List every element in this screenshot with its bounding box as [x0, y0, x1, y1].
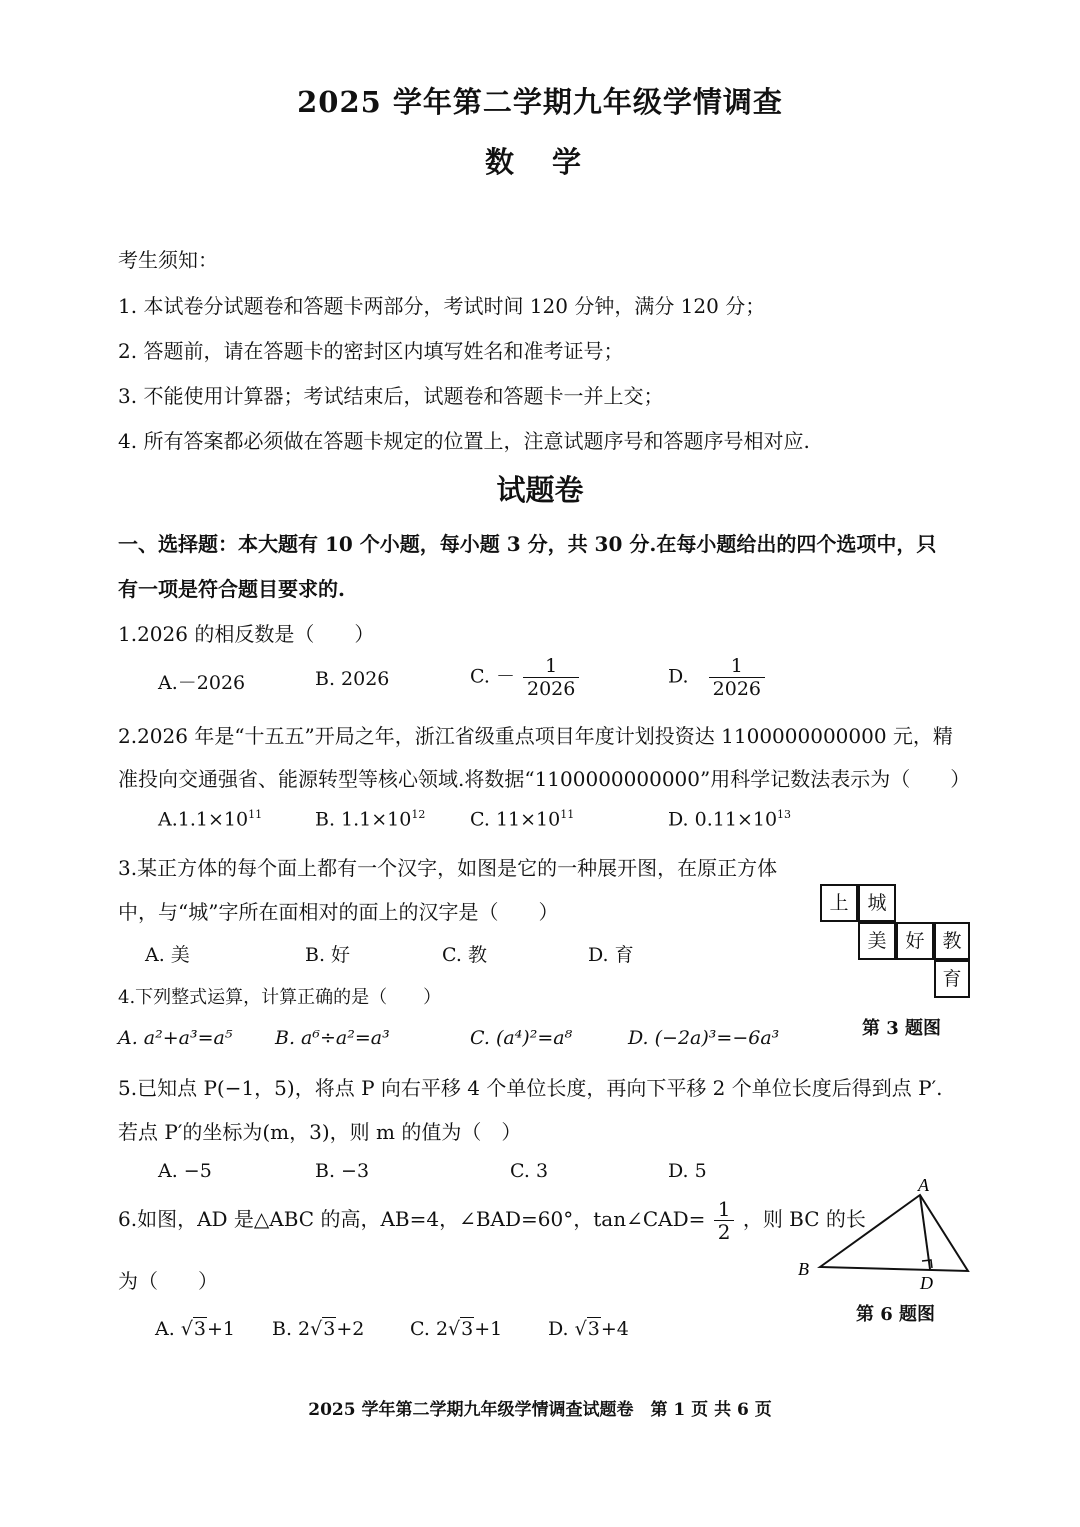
q6-stem-post: ，则 BC 的长 — [742, 1207, 866, 1231]
q5-stem-line2: 若点 P′的坐标为(m，3)，则 m 的值为（ ） — [118, 1120, 522, 1144]
q2-option-d — [668, 808, 791, 830]
q6-c-radicand: 3 — [461, 1318, 474, 1340]
q6-stem-line1 — [118, 1198, 866, 1243]
section1-instruction-line2: 有一项是符合题目要求的. — [118, 577, 345, 601]
q6-option-d — [548, 1318, 629, 1340]
net-cell-mei: 美 — [858, 922, 896, 960]
q6-c-sqrt: √3 — [448, 1318, 474, 1340]
q6-stem-line2: 为（ ） — [118, 1269, 218, 1293]
q2-b-base: B. 1.1×10 — [315, 808, 412, 831]
q6-frac-denominator: 2 — [717, 1220, 731, 1244]
section1-instruction-line1: 一、选择题：本大题有 10 个小题，每小题 3 分，共 30 分.在每小题给出的四个选项中，只 — [118, 532, 937, 556]
q6-a-suffix: +1 — [207, 1318, 236, 1340]
q1-option-d-fraction — [709, 655, 765, 700]
q1-c-denominator: 2026 — [527, 678, 576, 700]
q2-a-base: A.1.1×10 — [158, 808, 249, 831]
q6-c-prefix: C. 2 — [410, 1318, 449, 1340]
subject-title: 数 学 — [484, 145, 596, 179]
q5-option-d: D. 5 — [668, 1160, 707, 1182]
q2-stem-line1: 2.2026 年是“十五五”开局之年，浙江省级重点项目年度计划投资达 1100000000000 元，精 — [118, 724, 953, 748]
q6-c-suffix: +1 — [474, 1318, 503, 1340]
q2-d-exponent: 13 — [777, 808, 792, 821]
q6-figure-caption: 第 6 题图 — [856, 1304, 936, 1325]
q1-option-c-fraction — [523, 655, 579, 700]
q1-option-a: A.－2026 — [158, 672, 246, 694]
q3-stem-line2: 中，与“城”字所在面相对的面上的汉字是（ ） — [118, 900, 559, 924]
q6-b-sqrt: √3 — [310, 1318, 336, 1340]
q6-option-c — [410, 1318, 502, 1340]
q6-b-radicand: 3 — [323, 1318, 336, 1340]
q1-option-d-prefix: D. — [668, 665, 689, 688]
q6-d-sqrt: √3 — [574, 1318, 600, 1340]
q6-d-suffix: +4 — [600, 1318, 629, 1340]
q1-option-c — [470, 655, 581, 700]
q3-option-b: B. 好 — [305, 944, 351, 966]
vertex-label-d: D — [920, 1273, 933, 1293]
q5-stem-line1: 5.已知点 P(−1，5)，将点 P 向右平移 4 个单位长度，再向下平移 2 个单位长度后得到点 P′. — [118, 1076, 943, 1100]
net-cell-shang: 上 — [820, 884, 858, 922]
triangle-figure — [790, 1175, 990, 1305]
net-cell-jiao: 教 — [934, 922, 970, 960]
q4-option-b: B. a⁶÷a²=a³ — [275, 1027, 390, 1049]
q1-stem: 1.2026 的相反数是（ ） — [118, 622, 375, 646]
notice-item: 4. 所有答案都必须做在答题卡规定的位置上，注意试题序号和答题序号相对应. — [118, 429, 810, 453]
q2-c-base: C. 11×10 — [470, 808, 561, 831]
q6-a-radicand: 3 — [193, 1318, 207, 1340]
q6-d-radicand: 3 — [587, 1318, 600, 1340]
q6-stem-pre: 6.如图，AD 是△ABC 的高，AB=4，∠BAD=60°，tan∠CAD= — [118, 1207, 706, 1231]
q6-b-prefix: B. 2 — [272, 1318, 311, 1340]
q5-option-c: C. 3 — [510, 1160, 549, 1182]
q5-option-a: A. −5 — [158, 1160, 212, 1182]
q4-option-d: D. (−2a)³=−6a³ — [628, 1027, 780, 1049]
q2-a-exponent: 11 — [248, 808, 263, 821]
q1-d-denominator: 2026 — [712, 678, 762, 700]
triangle-abc — [820, 1195, 968, 1271]
q6-a-sqrt: √3 — [180, 1318, 207, 1340]
q3-option-d: D. 育 — [588, 944, 634, 966]
q1-option-c-prefix: C. － — [470, 665, 515, 688]
q3-stem-line1: 3.某正方体的每个面上都有一个汉字，如图是它的一种展开图，在原正方体 — [118, 856, 778, 880]
net-cell-cheng: 城 — [858, 884, 896, 922]
q1-d-numerator: 1 — [709, 655, 765, 678]
q1-option-b: B. 2026 — [315, 668, 390, 690]
q6-b-suffix: +2 — [336, 1318, 365, 1340]
q3-option-a: A. 美 — [145, 944, 190, 966]
q2-c-exponent: 11 — [560, 808, 575, 821]
q4-stem: 4.下列整式运算，计算正确的是（ ） — [118, 987, 442, 1008]
q3-figure-caption: 第 3 题图 — [862, 1018, 942, 1039]
notice-item: 3. 不能使用计算器；考试结束后，试题卷和答题卡一并上交； — [118, 384, 664, 408]
notice-heading: 考生须知： — [118, 248, 218, 272]
q6-d-prefix: D. — [548, 1318, 569, 1340]
q2-option-a — [158, 808, 262, 830]
q4-option-a: A. a²+a³=a⁵ — [118, 1027, 233, 1049]
vertex-label-a: A — [918, 1175, 929, 1195]
paper-title: 试题卷 — [496, 473, 584, 507]
q6-frac-numerator: 1 — [714, 1198, 735, 1221]
cube-net-figure — [820, 884, 980, 1004]
q2-stem-line2: 准投向交通强省、能源转型等核心领域.将数据“1100000000000”用科学记数法表示为（ ） — [118, 767, 971, 791]
vertex-label-b: B — [798, 1259, 809, 1279]
q5-option-b: B. −3 — [315, 1160, 370, 1182]
q2-d-base: D. 0.11×10 — [668, 808, 778, 831]
q1-option-d — [668, 655, 767, 700]
page-footer: 2025 学年第二学期九年级学情调查试题卷 第 1 页 共 6 页 — [308, 1400, 772, 1420]
net-cell-yu: 育 — [934, 960, 970, 998]
q2-option-c — [470, 808, 574, 830]
q2-b-exponent: 12 — [411, 808, 426, 821]
q6-a-prefix: A. — [155, 1318, 175, 1340]
notice-item: 1. 本试卷分试题卷和答题卡两部分，考试时间 120 分钟，满分 120 分； — [118, 294, 766, 318]
q6-tan-fraction — [714, 1198, 735, 1243]
notice-item: 2. 答题前，请在答题卡的密封区内填写姓名和准考证号； — [118, 339, 624, 363]
q3-option-c: C. 教 — [442, 944, 487, 966]
altitude-ad — [920, 1195, 930, 1269]
q6-option-a — [155, 1318, 235, 1340]
net-cell-hao: 好 — [896, 922, 934, 960]
q1-c-numerator: 1 — [523, 655, 579, 678]
q2-option-b — [315, 808, 425, 830]
q4-option-c: C. (a⁴)²=a⁸ — [470, 1027, 573, 1049]
q6-option-b — [272, 1318, 364, 1340]
exam-title: 2025 学年第二学期九年级学情调查 — [297, 85, 783, 119]
